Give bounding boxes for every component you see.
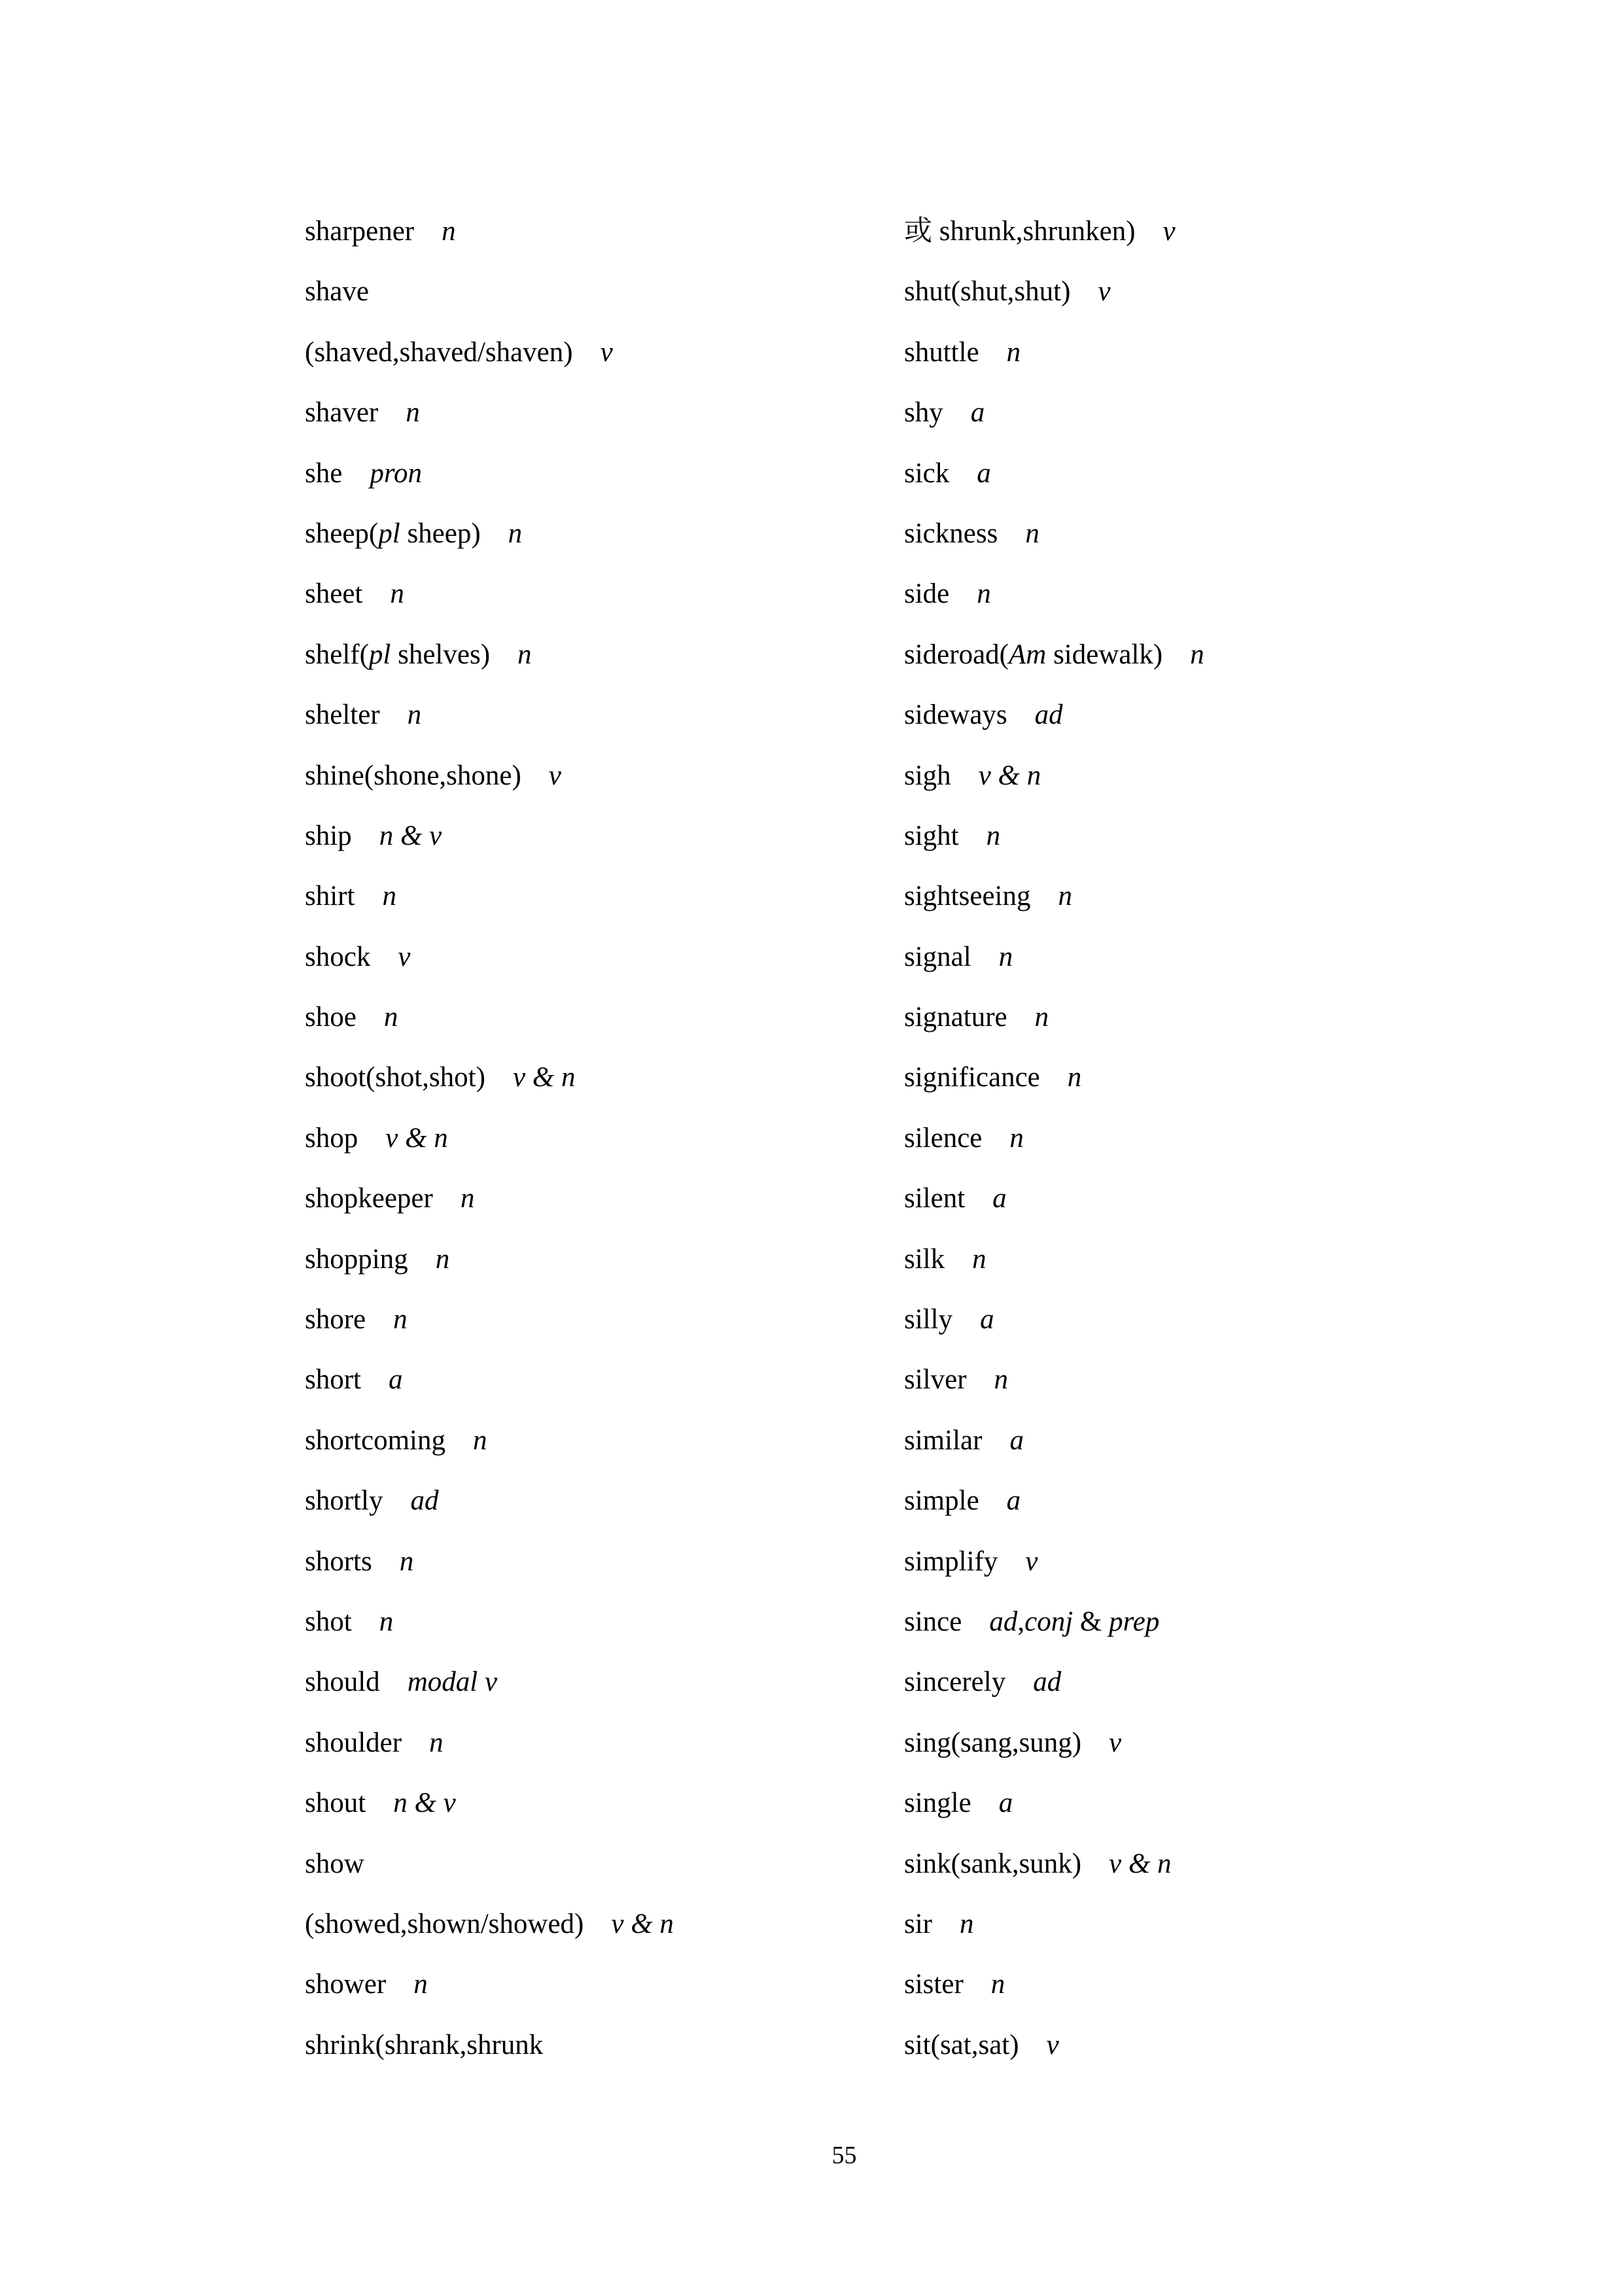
- entry-part-of-speech: v: [1025, 1545, 1038, 1577]
- vocabulary-entry: [904, 1907, 1591, 1968]
- entry-word: shortly: [305, 1485, 383, 1517]
- vocabulary-entry: [904, 275, 1591, 335]
- entry-word: sideways: [904, 699, 1007, 731]
- entry-part-of-speech: n: [1067, 1062, 1082, 1093]
- entry-word: sigh: [904, 760, 951, 791]
- entry-word: silent: [904, 1183, 966, 1214]
- right-word-column: [904, 215, 1591, 2089]
- entry-word: silence: [904, 1122, 983, 1154]
- entry-word: shopping: [305, 1243, 408, 1275]
- entry-word: (showed,shown/showed): [305, 1908, 584, 1939]
- entry-word: show: [305, 1848, 364, 1879]
- vocabulary-entry: [904, 1243, 1591, 1303]
- entry-word: shaver: [305, 397, 379, 429]
- vocabulary-entry: [904, 2028, 1591, 2089]
- vocabulary-entry: [904, 1303, 1591, 1363]
- vocabulary-entry: [904, 1847, 1591, 1907]
- entry-word: shorts: [305, 1545, 372, 1577]
- entry-word: shuttle: [904, 336, 979, 368]
- entry-part-of-speech: v: [1046, 2029, 1059, 2060]
- entry-part-of-speech: n: [382, 881, 396, 912]
- entry-part-of-speech: n: [1058, 881, 1072, 912]
- vocabulary-entry: [904, 457, 1591, 517]
- entry-part-of-speech: n: [390, 578, 404, 610]
- entry-part-of-speech: a: [1009, 1424, 1024, 1456]
- vocabulary-entry: [904, 577, 1591, 637]
- entry-part-of-speech: v & n: [1109, 1848, 1172, 1879]
- entry-word: sickness: [904, 518, 998, 549]
- entry-word: sir: [904, 1908, 932, 1939]
- entry-part-of-speech: n: [383, 1002, 398, 1033]
- entry-part-of-speech: n: [994, 1364, 1009, 1396]
- entry-part-of-speech: a: [970, 397, 985, 429]
- entry-part-of-speech: n: [1190, 639, 1204, 670]
- entry-word: simple: [904, 1485, 979, 1517]
- entry-part-of-speech: a: [977, 457, 991, 489]
- entry-part-of-speech: n: [508, 518, 523, 549]
- entry-part-of-speech: n: [460, 1183, 475, 1214]
- entry-part-of-speech: n & v: [379, 820, 442, 851]
- vocabulary-entry: [904, 215, 1591, 275]
- vocabulary-entry: [904, 517, 1591, 577]
- vocabulary-entry: [904, 1786, 1591, 1846]
- entry-part-of-speech: v: [1098, 276, 1111, 308]
- entry-word: shoe: [305, 1002, 357, 1033]
- entry-word: sing(sang,sung): [904, 1727, 1082, 1758]
- entry-word: shop: [305, 1122, 358, 1154]
- entry-part-of-speech: n: [393, 1304, 408, 1335]
- vocabulary-entry: [904, 698, 1591, 758]
- entry-word: shock: [305, 941, 371, 972]
- vocabulary-entry: [904, 1665, 1591, 1725]
- entry-word: shy: [904, 397, 943, 429]
- entry-word: sister: [904, 1969, 964, 2000]
- entry-word: short: [305, 1364, 361, 1396]
- entry-part-of-speech: n: [986, 820, 1001, 851]
- vocabulary-entry: [904, 1605, 1591, 1665]
- entry-word: single: [904, 1788, 971, 1819]
- entry-word: silk: [904, 1243, 945, 1275]
- entry-part-of-speech: a: [980, 1304, 994, 1335]
- entry-word: 或 shrunk,shrunken): [904, 216, 1136, 247]
- entry-word: ship: [305, 820, 352, 851]
- page-number: 55: [831, 2142, 857, 2169]
- entry-word: shot: [305, 1606, 352, 1637]
- entry-word: signal: [904, 941, 971, 972]
- entry-part-of-speech: v & n: [512, 1062, 576, 1093]
- entry-part-of-speech: ad: [410, 1485, 439, 1517]
- entry-part-of-speech: n: [1034, 1002, 1049, 1033]
- vocabulary-entry: [904, 1363, 1591, 1423]
- entry-word: shelter: [305, 699, 380, 731]
- entry-part-of-speech: n: [407, 699, 422, 731]
- entry-word: shopkeeper: [305, 1183, 433, 1214]
- entry-word: side: [904, 578, 950, 610]
- vocabulary-entry: [904, 638, 1591, 698]
- vocabulary-entry: [904, 396, 1591, 456]
- entry-word: shine(shone,shone): [305, 760, 521, 791]
- entry-part-of-speech: v: [398, 941, 411, 972]
- entry-part-of-speech: n: [960, 1908, 974, 1939]
- entry-word: shave: [305, 276, 369, 308]
- entry-part-of-speech: n: [429, 1727, 444, 1758]
- entry-word: similar: [904, 1424, 983, 1456]
- entry-part-of-speech: n: [399, 1545, 414, 1577]
- entry-part-of-speech: n: [990, 1969, 1005, 2000]
- entry-part-of-speech: n: [517, 639, 532, 670]
- entry-word: simplify: [904, 1545, 998, 1577]
- entry-part-of-speech: n: [379, 1606, 394, 1637]
- entry-part-of-speech: n: [1025, 518, 1039, 549]
- vocabulary-entry: [904, 1968, 1591, 2028]
- entry-part-of-speech: n: [1006, 336, 1021, 368]
- entry-word: sink(sank,sunk): [904, 1848, 1082, 1879]
- entry-part-of-speech: n: [413, 1969, 428, 2000]
- entry-word: shower: [305, 1969, 387, 2000]
- entry-word: sit(sat,sat): [904, 2029, 1019, 2060]
- entry-word: shrink(shrank,shrunk: [305, 2029, 544, 2060]
- entry-word: sight: [904, 820, 959, 851]
- entry-word: shut(shut,shut): [904, 276, 1071, 308]
- entry-part-of-speech: v & n: [978, 760, 1041, 791]
- entry-part-of-speech: a: [998, 1788, 1013, 1819]
- entry-word: shirt: [305, 881, 355, 912]
- entry-word: she: [305, 457, 343, 489]
- entry-word: sideroad(Am sidewalk): [904, 639, 1163, 670]
- entry-word: sincerely: [904, 1667, 1006, 1698]
- vocabulary-entry: [904, 1424, 1591, 1484]
- entry-part-of-speech: n: [406, 397, 420, 429]
- entry-part-of-speech: ad: [1033, 1667, 1062, 1698]
- entry-word: since: [904, 1606, 962, 1637]
- vocabulary-entry: [904, 759, 1591, 819]
- entry-word: should: [305, 1667, 380, 1698]
- entry-part-of-speech: n: [442, 216, 456, 247]
- vocabulary-entry: [904, 1122, 1591, 1182]
- vocabulary-entry: [904, 879, 1591, 940]
- vocabulary-entry: [904, 1484, 1591, 1544]
- entry-word: sick: [904, 457, 950, 489]
- entry-word: sheet: [305, 578, 363, 610]
- entry-word: shoot(shot,shot): [305, 1062, 485, 1093]
- vocabulary-entry: [904, 1061, 1591, 1121]
- entry-word: (shaved,shaved/shaven): [305, 336, 573, 368]
- entry-part-of-speech: n: [972, 1243, 986, 1275]
- vocabulary-entry: [904, 940, 1591, 1000]
- entry-part-of-speech: n: [977, 578, 991, 610]
- entry-part-of-speech: n: [472, 1424, 487, 1456]
- entry-word: sharpener: [305, 216, 415, 247]
- entry-word: silly: [904, 1304, 953, 1335]
- entry-word: sightseeing: [904, 881, 1031, 912]
- entry-part-of-speech: v & n: [611, 1908, 674, 1939]
- entry-part-of-speech: v: [1109, 1727, 1122, 1758]
- entry-word: shore: [305, 1304, 366, 1335]
- entry-word: significance: [904, 1062, 1040, 1093]
- entry-part-of-speech: n: [1009, 1122, 1024, 1154]
- entry-part-of-speech: pron: [370, 457, 422, 489]
- vocabulary-entry: [904, 1000, 1591, 1061]
- entry-part-of-speech: modal v: [407, 1667, 498, 1698]
- entry-part-of-speech: n: [998, 941, 1013, 972]
- vocabulary-entry: [904, 1182, 1591, 1242]
- entry-word: shortcoming: [305, 1424, 445, 1456]
- entry-part-of-speech: v: [600, 336, 613, 368]
- entry-word: sheep(pl sheep): [305, 518, 481, 549]
- vocabulary-entry: [904, 336, 1591, 396]
- entry-word: shout: [305, 1788, 366, 1819]
- vocabulary-entry: [904, 1726, 1591, 1786]
- entry-part-of-speech: n: [435, 1243, 450, 1275]
- entry-part-of-speech: ad,conj & prep: [989, 1606, 1160, 1637]
- entry-word: silver: [904, 1364, 967, 1396]
- vocabulary-entry: [904, 819, 1591, 879]
- entry-word: signature: [904, 1002, 1007, 1033]
- entry-word: shelf(pl shelves): [305, 639, 491, 670]
- entry-part-of-speech: a: [1006, 1485, 1021, 1517]
- entry-part-of-speech: n & v: [393, 1788, 456, 1819]
- entry-part-of-speech: ad: [1034, 699, 1063, 731]
- entry-part-of-speech: v & n: [385, 1122, 448, 1154]
- entry-word: shoulder: [305, 1727, 402, 1758]
- entry-part-of-speech: v: [1162, 216, 1176, 247]
- vocabulary-entry: [904, 1545, 1591, 1605]
- entry-part-of-speech: a: [389, 1364, 403, 1396]
- entry-part-of-speech: v: [548, 760, 561, 791]
- entry-part-of-speech: a: [992, 1183, 1007, 1214]
